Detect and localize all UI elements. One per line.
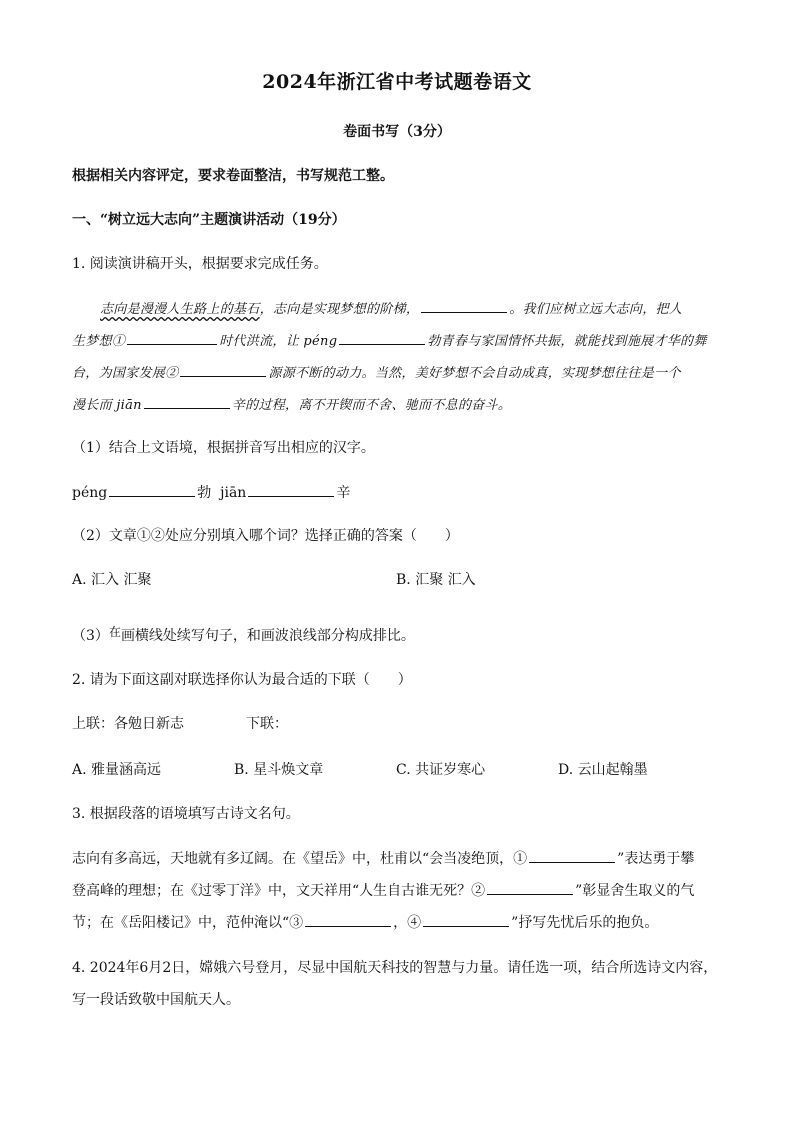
q2-option-b[interactable]: B. 星斗焕文章 [234, 762, 324, 778]
passage-text: 。我们应树立远大志向，把人 [509, 302, 683, 317]
passage-text: 源源不断的动力。当然，美好梦想不会自动成真，实现梦想往往是一个 [268, 366, 681, 381]
couplet-upper: 上联：各勉日新志 [72, 716, 184, 732]
passage-text: 漫长而 jiān [72, 398, 142, 413]
q3-text: 志向有多高远，天地就有多辽阔。在《望岳》中，杜甫以“会当凌绝顶，① [72, 851, 528, 867]
q1-sub2: （2）文章①②处应分别填入哪个词？选择正确的答案（ ） [72, 528, 459, 544]
passage-text: 勃青春与家国情怀共振，就能找到施展才华的舞 [427, 334, 707, 349]
q3-blank-2[interactable] [487, 880, 573, 895]
q4-line-2: 写一段话致敬中国航天人。 [72, 992, 240, 1008]
answer-blank-peng[interactable] [109, 482, 195, 497]
q3-text: 登高峰的理想；在《过零丁洋》中，文天祥用“人生自古谁无死？② [72, 883, 486, 899]
q2-option-d[interactable]: D. 云山起翰墨 [558, 762, 648, 778]
q3-text: ，④ [393, 915, 422, 931]
q3-line-1 [72, 848, 722, 869]
subtitle: 卷面书写（3分） [343, 124, 451, 140]
q3-blank-1[interactable] [529, 848, 615, 863]
section-heading: 一、“树立远大志向”主题演讲活动（19分） [72, 212, 346, 228]
q3-line-2 [72, 880, 722, 901]
passage-text: 时代洪流，让 péng [219, 334, 338, 349]
q1-sub1: （1）结合上文语境，根据拼音写出相应的汉字。 [72, 440, 375, 456]
q3-text: ”表达勇于攀 [617, 851, 695, 867]
q3-blank-4[interactable] [423, 912, 509, 927]
passage-line-2 [72, 330, 722, 352]
q3-line-3 [72, 912, 722, 933]
q2-option-a[interactable]: A. 雅量涵高远 [72, 762, 162, 778]
blank-line[interactable] [421, 298, 507, 313]
q3-text: ”抒写先忧后乐的抱负。 [511, 915, 659, 931]
instruction: 根据相关内容评定，要求卷面整洁，书写规范工整。 [72, 168, 394, 184]
pinyin-peng: péng [72, 485, 108, 501]
option-b[interactable]: B. 汇聚 汇入 [396, 572, 476, 588]
char-xin: 辛 [336, 485, 351, 501]
passage-text: 生梦想① [72, 334, 126, 349]
blank-jian[interactable] [144, 394, 230, 409]
blank-peng[interactable] [339, 330, 425, 345]
blank-1[interactable] [127, 330, 217, 345]
passage-line-3 [72, 362, 722, 384]
q4-line-1: 4. 2024年6月2日，嫦娥六号登月，尽显中国航天科技的智慧与力量。请任选一项，结合所选诗文内容， [72, 960, 718, 976]
q2-prompt: 2. 请为下面这副对联选择你认为最合适的下联（ ） [72, 672, 412, 688]
q2-option-c[interactable]: C. 共证岁寒心 [396, 762, 486, 778]
sub3-raised-char: 在 [108, 625, 121, 639]
q3-blank-3[interactable] [305, 912, 391, 927]
pinyin-answer-row [72, 482, 722, 503]
q1-prompt: 1. 阅读演讲稿开头，根据要求完成任务。 [72, 256, 328, 272]
couplet-lower: 下联： [246, 716, 288, 732]
sub3-text: 画横线处续写句子，和画波浪线部分构成排比。 [120, 628, 415, 644]
answer-blank-jian[interactable] [248, 482, 334, 497]
q3-text: 节；在《岳阳楼记》中，范仲淹以“③ [72, 915, 304, 931]
option-a[interactable]: A. 汇入 汇聚 [72, 572, 152, 588]
q3-text: ”彰显舍生取义的气 [575, 883, 695, 899]
char-bo: 勃 [197, 485, 212, 501]
page-title: 2024年浙江省中考试题卷语文 [262, 71, 532, 93]
passage-text: ，志向是实现梦想的阶梯， [259, 302, 420, 317]
passage-text: 辛的过程，离不开锲而不舍、驰而不息的奋斗。 [231, 398, 512, 413]
passage-text: 台，为国家发展② [72, 366, 179, 381]
passage-wavy-text: 志向是漫漫人生路上的基石 [100, 302, 260, 317]
q3-prompt: 3. 根据段落的语境填写古诗文名句。 [72, 806, 300, 822]
sub3-number: （3） [72, 628, 109, 644]
blank-2[interactable] [180, 362, 266, 377]
passage-line-4 [72, 394, 722, 416]
q1-sub3 [72, 622, 722, 646]
passage-line-1 [100, 298, 722, 320]
pinyin-jian: jiān [220, 485, 247, 501]
